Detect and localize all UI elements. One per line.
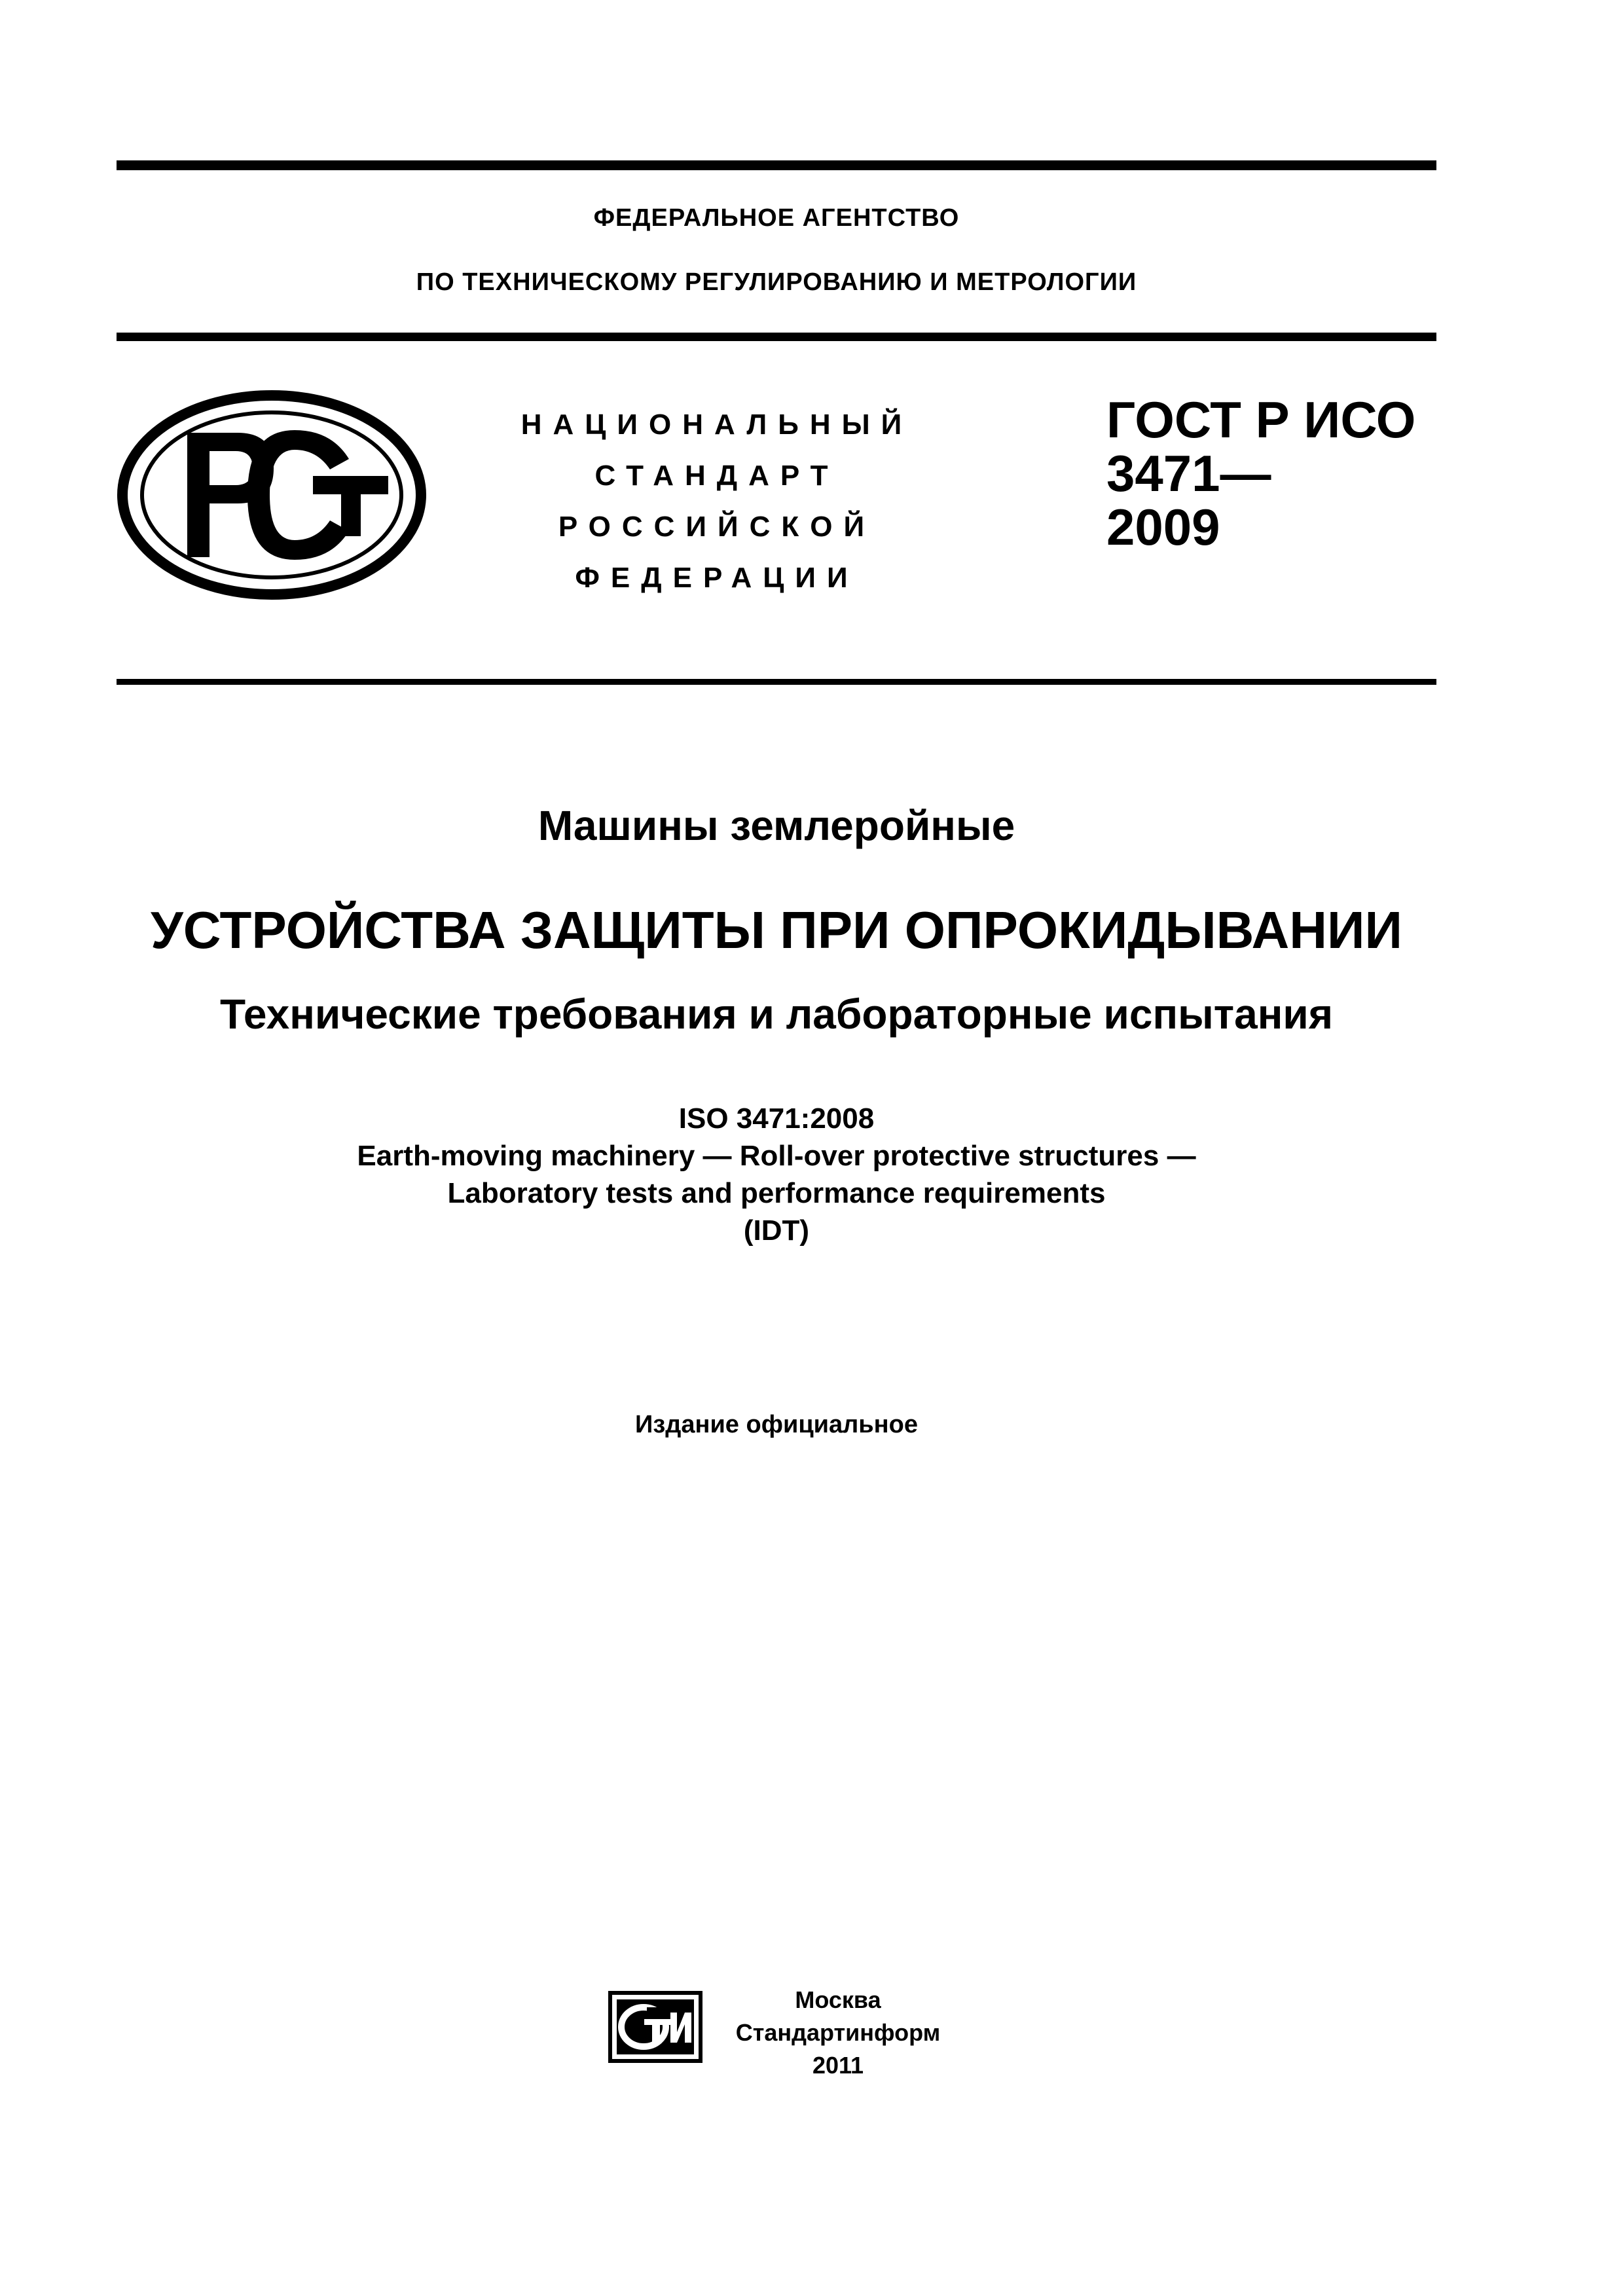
national-standard-label bbox=[481, 399, 953, 604]
designation-line3: 2009 bbox=[1106, 498, 1220, 556]
national-standard-line: СТАНДАРТ bbox=[594, 460, 839, 492]
agency-name-line1: ФЕДЕРАЛЬНОЕ АГЕНТСТВО bbox=[593, 204, 960, 232]
national-standard-line: ФЕДЕРАЦИИ bbox=[575, 562, 859, 594]
document-title-heading: УСТРОЙСТВА ЗАЩИТЫ ПРИ ОПРОКИДЫВАНИИ bbox=[150, 901, 1403, 959]
title-separator-rule bbox=[117, 679, 1436, 685]
iso-title-line2: Laboratory tests and performance requirements bbox=[447, 1177, 1106, 1209]
publisher-block bbox=[733, 1984, 943, 2082]
iso-equivalence: (IDT) bbox=[743, 1214, 810, 1247]
iso-title-line1: Earth-moving machinery — Roll-over protective structures — bbox=[357, 1140, 1196, 1172]
document-title-main: Машины землеройные bbox=[538, 802, 1015, 849]
rst-certification-mark-icon bbox=[117, 390, 428, 600]
publisher-name: Стандартинформ bbox=[735, 2019, 941, 2046]
designation-line1: ГОСТ Р ИСО bbox=[1106, 391, 1416, 448]
header-rule bbox=[117, 333, 1436, 341]
standartinform-logo-icon bbox=[608, 1990, 703, 2064]
agency-name-line2: ПО ТЕХНИЧЕСКОМУ РЕГУЛИРОВАНИЮ И МЕТРОЛОГИИ bbox=[416, 268, 1137, 296]
publisher-city: Москва bbox=[795, 1986, 881, 2013]
iso-reference bbox=[117, 1100, 1436, 1249]
designation-line2: 3471— bbox=[1106, 445, 1271, 502]
national-standard-line: РОССИЙСКОЙ bbox=[558, 511, 876, 543]
top-rule bbox=[117, 160, 1436, 170]
document-title-subtitle: Технические требования и лабораторные испытания bbox=[219, 991, 1334, 1038]
standard-designation bbox=[1106, 393, 1415, 554]
national-standard-line: НАЦИОНАЛЬНЫЙ bbox=[520, 409, 913, 441]
publication-year: 2011 bbox=[812, 2052, 864, 2079]
edition-label: Издание официальное bbox=[635, 1411, 918, 1438]
iso-number: ISO 3471:2008 bbox=[678, 1102, 875, 1135]
